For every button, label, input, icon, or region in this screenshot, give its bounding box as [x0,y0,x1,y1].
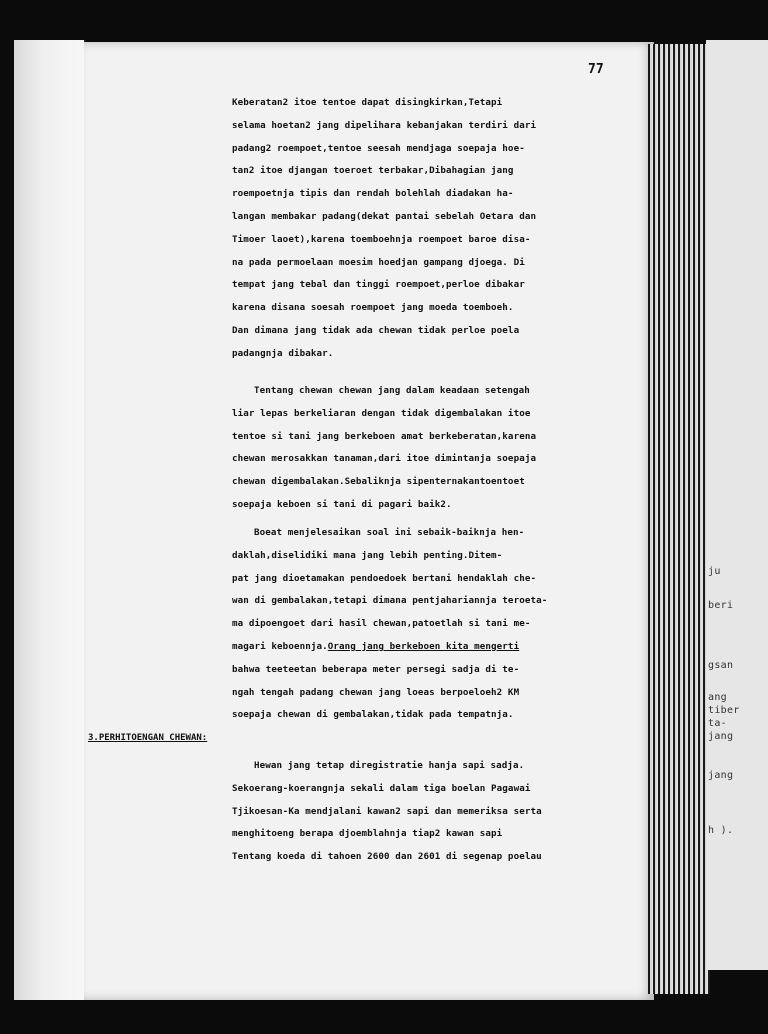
text-line: Boeat menjelesaikan soal ini sebaik-baiknja hen- [254,527,525,538]
paragraph-1 [232,92,622,366]
text-segment: magari keboennja. [232,640,328,652]
margin-fragment: h ). [708,825,734,836]
text-line: ngah tengah padang chewan jang loeas berpoeloeh2 KM [232,686,520,698]
text-line: tan2 itoe djangan toeroet terbakar,Dibahagian jang [232,165,514,177]
margin-fragment: ju [708,566,721,577]
paragraph-3 [232,522,622,727]
text-line: Tentang chewan chewan jang dalam keadaan setengah [254,385,530,396]
text-line: liar lepas berkeliaran dengan tidak digembalakan itoe [232,407,531,419]
left-facing-page [14,40,86,1000]
margin-fragment: jang [708,770,734,781]
text-line: Hewan jang tetap diregistratie hanja sapi sadja. [254,760,525,771]
margin-fragment: beri [708,600,734,611]
text-line: Tjikoesan-Ka mendjalani kawan2 sapi dan memeriksa serta [232,805,542,817]
text-line: pat jang dioetamakan pendoedoek bertani hendaklah che- [232,572,537,584]
text-line: roempoetnja tipis dan rendah bolehlah diadakan ha- [232,188,514,200]
text-line: na pada permoelaan moesim hoedjan gampang djoega. Di [232,256,525,268]
paragraph-4 [232,755,622,869]
text-line: Tentang koeda di tahoen 2600 dan 2601 di segenap poelau [232,851,542,863]
text-line: karena disana soesah roempoet jang moeda toemboeh. [232,302,514,314]
text-line: soepaja chewan di gembalakan,tidak pada tempatnja. [232,709,514,721]
margin-fragment: gsan [708,660,734,671]
text-line: menghitoeng berapa djoemblahnja tiap2 kawan sapi [232,828,503,840]
text-line: tentoe si tani jang berkeboen amat berkeberatan,karena [232,430,537,442]
text-line: soepaja keboen si tani di pagari baik2. [232,498,452,510]
margin-fragment: jang [708,731,734,742]
text-line: selama hoetan2 jang dipelihara kebanjakan terdiri dari [232,119,537,131]
text-line: ma dipoengoet dari hasil chewan,patoetlah si tani me- [232,618,531,630]
text-line: padangnja dibakar. [232,347,334,359]
text-line: Dan dimana jang tidak ada chewan tidak perloe poela [232,324,520,336]
text-line: chewan digembalakan.Sebaliknja sipenternakantoentoet [232,476,525,488]
text-line: langan membakar padang(dekat pantai sebelah Oetara dan [232,210,537,222]
page-number: 77 [588,62,604,77]
section-heading: 3.PERHITOENGAN CHEWAN: [88,733,208,743]
text-line: tempat jang tebal dan tinggi roempoet,perloe dibakar [232,279,525,291]
margin-fragment: tiber [708,705,740,716]
text-line: chewan merosakkan tanaman,dari itoe dimintanja soepaja [232,453,537,465]
paragraph-2 [232,380,622,517]
text-line: Sekoerang-koerangnja sekali dalam tiga boelan Pagawai [232,782,531,794]
stacked-page-edges [648,44,710,994]
margin-fragment: ta- [708,718,727,729]
text-line: Keberatan2 itoe tentoe dapat disingkirkan,Tetapi [232,97,503,108]
text-line: padang2 roempoet,tentoe seesah mendjaga soepaja hoe- [232,142,525,154]
text-line: daklah,diselidiki mana jang lebih penting.Ditem- [232,549,503,561]
underlined-phrase: Orang jang berkeboen kita mengerti [327,640,520,652]
text-line: Timoer laoet),karena toemboehnja roempoet baroe disa- [232,233,531,245]
text-line: wan di gembalakan,tetapi dimana pentjahariannja teroeta- [232,595,548,607]
text-line: bahwa teeteetan beberapa meter persegi sadja di te- [232,663,520,675]
margin-fragment: ang [708,692,727,703]
text-line [232,636,622,659]
